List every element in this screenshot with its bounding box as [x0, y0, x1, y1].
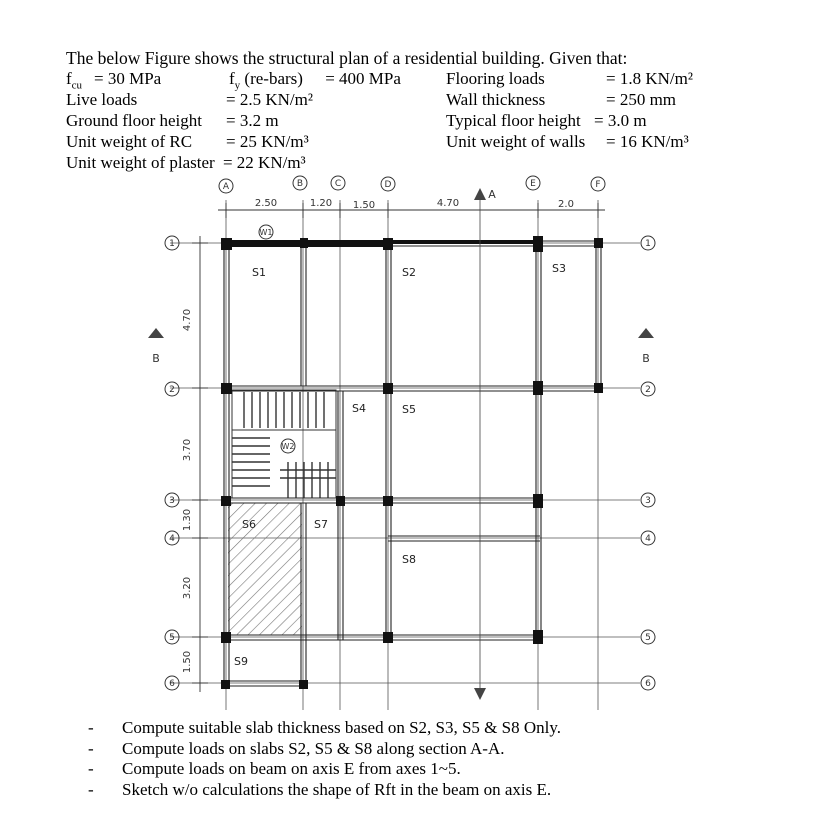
slab-s9-label: S9 — [234, 655, 248, 668]
given-live-loads: Live loads = 2.5 KN/m² — [66, 90, 313, 109]
grid-col-f: F — [595, 180, 601, 190]
grid-row-6-right: 6 — [645, 679, 651, 689]
grid-row-2-right: 2 — [645, 385, 651, 395]
grid-col-e: E — [530, 179, 536, 189]
section-a-label: A — [488, 188, 496, 201]
slab-s8-label: S8 — [402, 553, 416, 566]
grid-row-1-left: 1 — [169, 239, 175, 249]
given-fy: $f_y$ (re-bars) = 400 MPa — [229, 69, 401, 92]
slab-s7-label: S7 — [314, 518, 328, 531]
section-b-label-left: B — [152, 352, 160, 365]
slab-s6-label: S6 — [242, 518, 256, 531]
grid-row-4-right: 4 — [645, 534, 651, 544]
slab-s6-hatch — [228, 503, 302, 635]
dim-h-4-70: 4.70 — [436, 198, 460, 209]
section-a-a — [474, 188, 486, 700]
grid-col-b: B — [296, 179, 304, 189]
grid-row-1-right: 1 — [645, 239, 651, 249]
dim-h-2-0: 2.0 — [558, 199, 574, 210]
given-unit-weight-walls: Unit weight of walls = 16 KN/m³ — [446, 132, 689, 151]
dim-h-2-50: 2.50 — [254, 198, 278, 209]
wall-tag-w2: W2 — [281, 442, 295, 451]
left-dimension-line — [192, 236, 208, 692]
dim-v-1-30: 1.30 — [182, 508, 193, 532]
dim-v-3-20: 3.20 — [182, 576, 193, 600]
intro-text: The below Figure shows the structural plan of a residential building. Given that: — [66, 48, 628, 68]
grid-row-5-left: 5 — [169, 633, 175, 643]
slab-s2-label: S2 — [402, 266, 416, 279]
grid-row-3-left: 3 — [169, 496, 175, 506]
given-fcu: $f_{cu}$ = 30 MPa — [66, 69, 162, 92]
grid-row-4-left: 4 — [169, 534, 175, 544]
slab-s1-label: S1 — [252, 266, 266, 279]
section-b-right-marker — [638, 328, 654, 338]
dim-h-1-50: 1.50 — [352, 200, 376, 211]
grid-col-d: D — [384, 180, 392, 190]
given-ground-floor-height: Ground floor height = 3.2 m — [66, 111, 279, 130]
dim-v-1-50: 1.50 — [182, 650, 193, 674]
given-unit-weight-plaster: Unit weight of plaster = 22 KN/m³ — [66, 153, 306, 172]
dim-v-3-70: 3.70 — [182, 438, 193, 462]
grid-row-3-right: 3 — [645, 496, 651, 506]
wall-top-right — [392, 240, 538, 244]
given-flooring-loads: Flooring loads = 1.8 KN/m² — [446, 69, 693, 88]
section-b-left-marker — [148, 328, 164, 338]
given-wall-thickness: Wall thickness = 250 mm — [446, 90, 677, 109]
slab-s5-label: S5 — [402, 403, 416, 416]
section-b-label-right: B — [642, 352, 650, 365]
grid-col-c: C — [334, 179, 342, 189]
dim-h-1-20: 1.20 — [309, 198, 333, 209]
grid-row-6-left: 6 — [169, 679, 175, 689]
grid-col-a: A — [222, 182, 230, 192]
wall-tag-w1: W1 — [259, 228, 273, 237]
grid-row-2-left: 2 — [169, 385, 175, 395]
dim-v-4-70: 4.70 — [182, 308, 193, 332]
slab-s4-label: S4 — [352, 402, 366, 415]
slab-s3-label: S3 — [552, 262, 566, 275]
given-typical-floor-height: Typical floor height = 3.0 m — [446, 111, 647, 130]
given-unit-weight-rc: Unit weight of RC = 25 KN/m³ — [66, 132, 309, 151]
grid-row-5-right: 5 — [645, 633, 651, 643]
